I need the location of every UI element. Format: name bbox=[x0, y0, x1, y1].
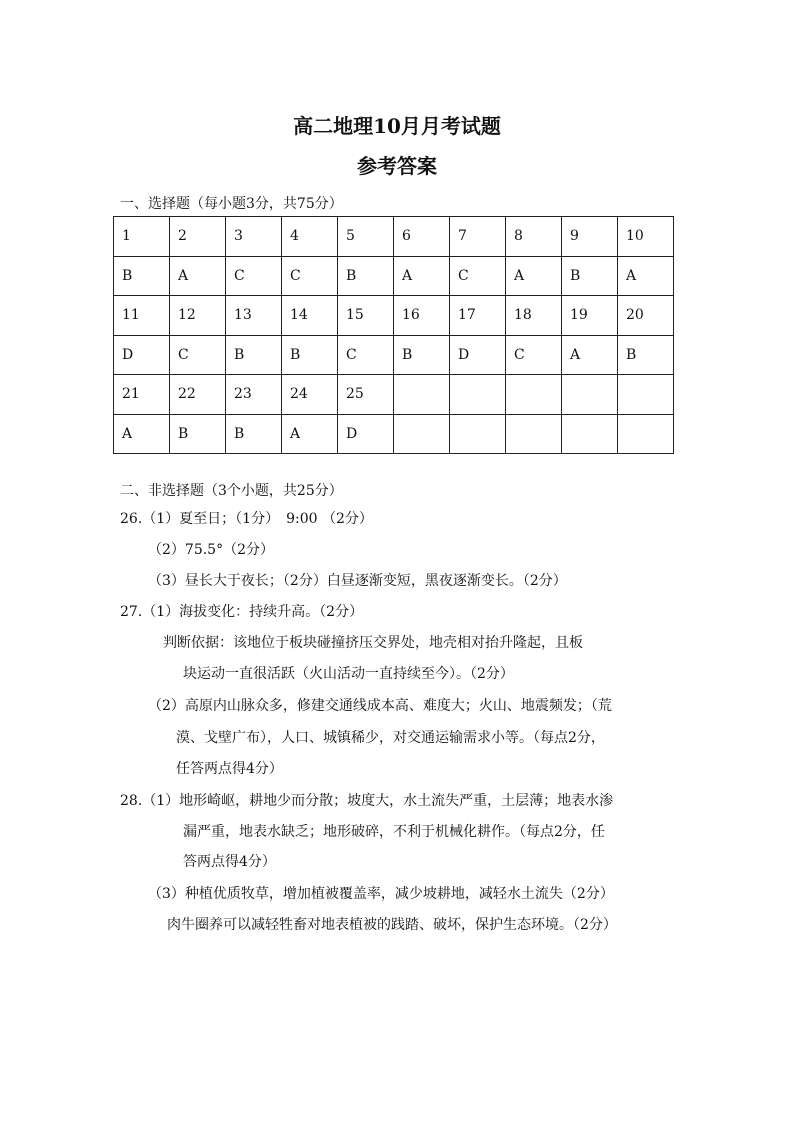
section1-heading: 一、选择题（每小题3分，共75分） bbox=[120, 196, 343, 212]
table-cell bbox=[618, 414, 674, 454]
table-cell: C bbox=[506, 335, 562, 375]
table-cell: A bbox=[562, 335, 618, 375]
table-cell: 7 bbox=[450, 217, 506, 257]
table-row bbox=[114, 375, 674, 415]
table-cell: 4 bbox=[282, 217, 338, 257]
table-cell: B bbox=[562, 256, 618, 296]
table-cell bbox=[562, 375, 618, 415]
q28-part3-line1: （3）种植优质牧草，增加植被覆盖率，减少坡耕地，减轻水土流失（2分） bbox=[148, 886, 614, 902]
page-subtitle: 参考答案 bbox=[357, 154, 437, 178]
table-cell: 6 bbox=[394, 217, 450, 257]
q27-basis-line2: 块运动一直很活跃（火山活动一直持续至今）。（2分） bbox=[183, 666, 514, 682]
table-cell: C bbox=[226, 256, 282, 296]
table-cell: B bbox=[114, 256, 170, 296]
table-cell: 9 bbox=[562, 217, 618, 257]
table-cell: A bbox=[170, 256, 226, 296]
table-cell: C bbox=[282, 256, 338, 296]
table-cell: 16 bbox=[394, 296, 450, 336]
table-cell: B bbox=[170, 414, 226, 454]
table-row bbox=[114, 414, 674, 454]
table-cell: B bbox=[394, 335, 450, 375]
q28-part1-line3: 答两点得4分） bbox=[183, 854, 276, 870]
table-cell: 8 bbox=[506, 217, 562, 257]
table-cell bbox=[506, 414, 562, 454]
table-cell: D bbox=[338, 414, 394, 454]
table-cell: 13 bbox=[226, 296, 282, 336]
table-row bbox=[114, 217, 674, 257]
answer-table bbox=[113, 216, 674, 454]
table-cell: B bbox=[226, 335, 282, 375]
table-cell: A bbox=[618, 256, 674, 296]
table-cell: 3 bbox=[226, 217, 282, 257]
table-cell: 24 bbox=[282, 375, 338, 415]
q26-part1: 26.（1）夏至日；（1分） 9:00 （2分） bbox=[120, 511, 373, 527]
table-cell bbox=[562, 414, 618, 454]
table-cell bbox=[394, 375, 450, 415]
table-cell bbox=[450, 414, 506, 454]
table-cell: 19 bbox=[562, 296, 618, 336]
table-cell: 10 bbox=[618, 217, 674, 257]
table-cell: 23 bbox=[226, 375, 282, 415]
section2-heading: 二、非选择题（3个小题，共25分） bbox=[120, 483, 343, 499]
q26-part3: （3）昼长大于夜长；（2分）白昼逐渐变短，黑夜逐渐变长。（2分） bbox=[148, 573, 567, 589]
page-title: 高二地理10月月考试题 bbox=[293, 114, 501, 138]
table-cell bbox=[394, 414, 450, 454]
table-cell: 11 bbox=[114, 296, 170, 336]
table-cell bbox=[506, 375, 562, 415]
q27-part2-line2: 漠、戈壁广布），人口、城镇稀少，对交通运输需求小等。（每点2分， bbox=[176, 730, 605, 746]
table-cell: 1 bbox=[114, 217, 170, 257]
table-cell: D bbox=[114, 335, 170, 375]
table-row bbox=[114, 335, 674, 375]
table-cell: C bbox=[170, 335, 226, 375]
table-cell: B bbox=[226, 414, 282, 454]
table-cell bbox=[618, 375, 674, 415]
table-cell: 25 bbox=[338, 375, 394, 415]
table-cell: 20 bbox=[618, 296, 674, 336]
table-cell: 21 bbox=[114, 375, 170, 415]
table-cell: C bbox=[450, 256, 506, 296]
table-cell: 22 bbox=[170, 375, 226, 415]
table-cell: 5 bbox=[338, 217, 394, 257]
table-cell: A bbox=[114, 414, 170, 454]
table-cell: 2 bbox=[170, 217, 226, 257]
table-cell: B bbox=[338, 256, 394, 296]
table-cell: B bbox=[282, 335, 338, 375]
q27-part2-line3: 任答两点得4分） bbox=[176, 761, 283, 777]
table-cell: 18 bbox=[506, 296, 562, 336]
table-cell: 12 bbox=[170, 296, 226, 336]
table-cell: B bbox=[618, 335, 674, 375]
q27-part1: 27.（1）海拔变化：持续升高。（2分） bbox=[120, 604, 364, 620]
table-cell: 17 bbox=[450, 296, 506, 336]
table-cell: A bbox=[506, 256, 562, 296]
table-row bbox=[114, 256, 674, 296]
q27-part2-line1: （2）高原内山脉众多，修建交通线成本高、难度大；火山、地震频发；（荒 bbox=[148, 698, 612, 714]
q28-part3-line2: 肉牛圈养可以减轻牲畜对地表植被的践踏、破坏，保护生态环境。（2分） bbox=[167, 917, 617, 933]
q26-part2: （2）75.5°（2分） bbox=[148, 542, 274, 558]
table-cell: 15 bbox=[338, 296, 394, 336]
table-cell: D bbox=[450, 335, 506, 375]
table-cell: 14 bbox=[282, 296, 338, 336]
q28-part1-line2: 漏严重，地表水缺乏；地形破碎，不利于机械化耕作。（每点2分，任 bbox=[183, 824, 605, 840]
table-cell: A bbox=[394, 256, 450, 296]
table-cell bbox=[450, 375, 506, 415]
table-cell: A bbox=[282, 414, 338, 454]
q28-part1-line1: 28.（1）地形崎岖，耕地少而分散；坡度大，水土流失严重，土层薄；地表水渗 bbox=[120, 793, 614, 809]
q27-basis-line1: 判断依据：该地位于板块碰撞挤压交界处，地壳相对抬升隆起，且板 bbox=[163, 635, 583, 651]
table-cell: C bbox=[338, 335, 394, 375]
table-row bbox=[114, 296, 674, 336]
